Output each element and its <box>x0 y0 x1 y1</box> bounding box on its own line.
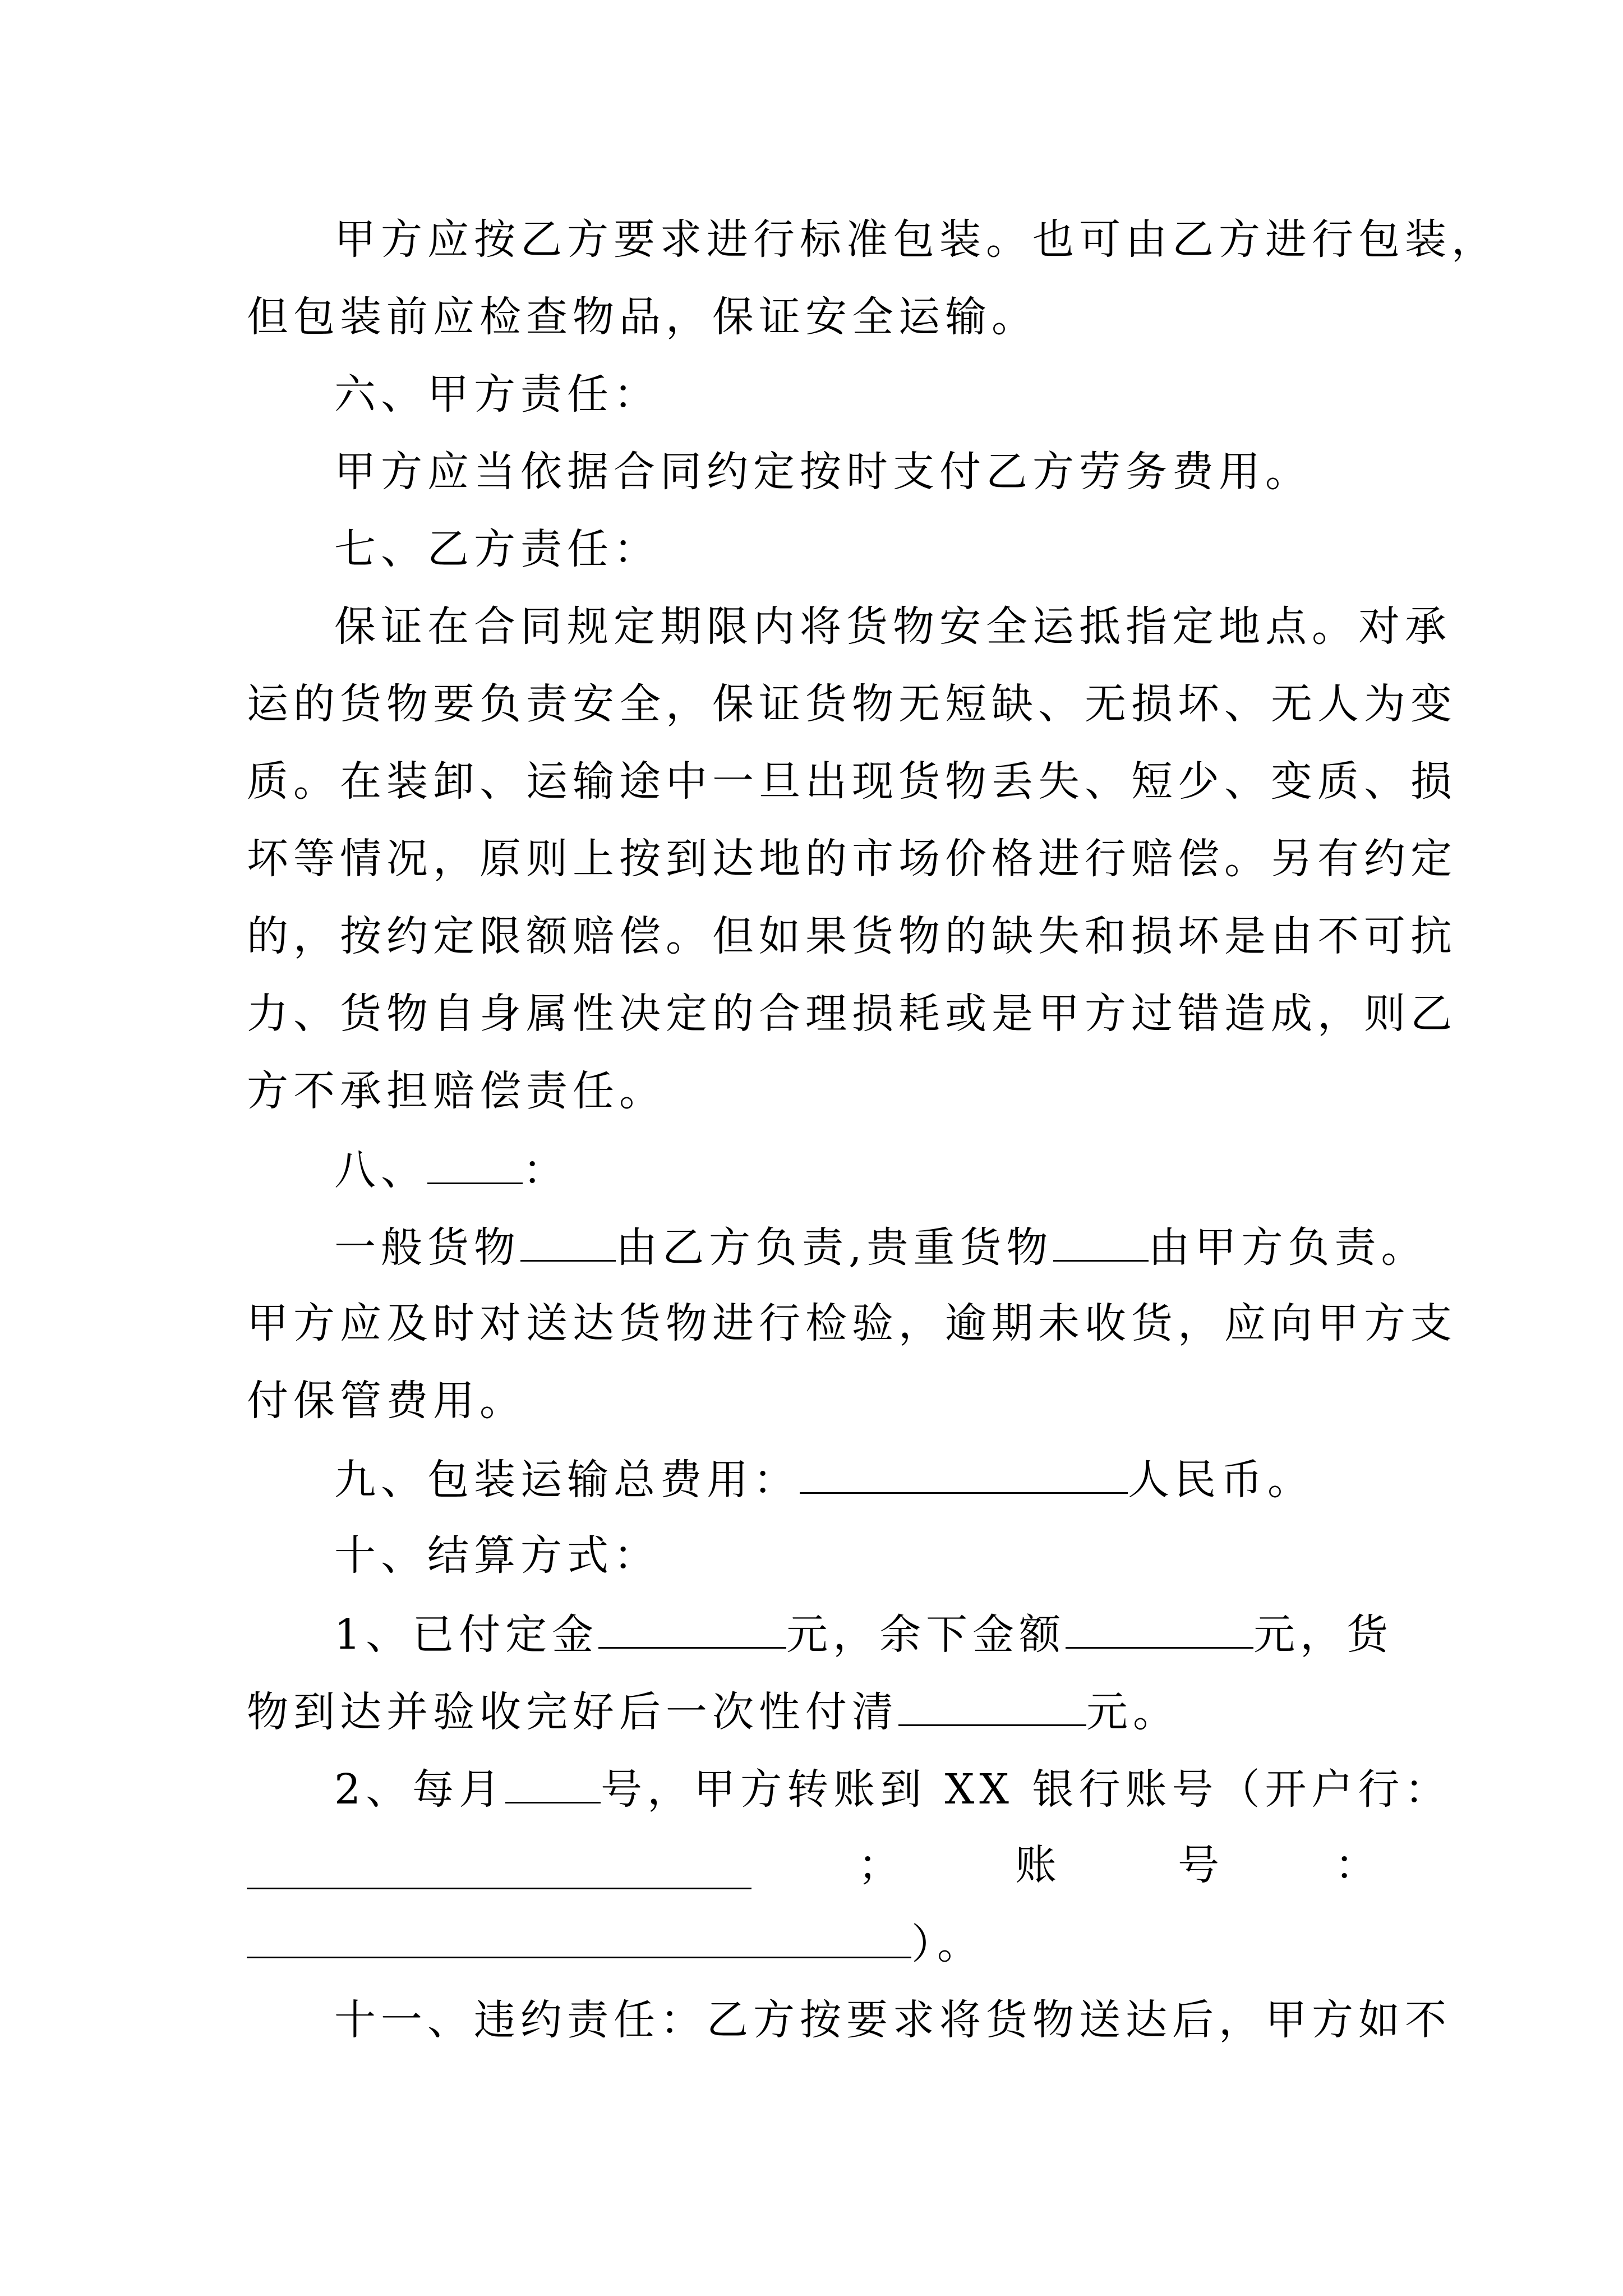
paragraph-section-7-line-4: 坏等情况，原则上按到达地的市场价格进行赔偿。另有约定 <box>247 835 1457 883</box>
paragraph-section-7-line-3: 质。在装卸、运输途中一旦出现货物丢失、短少、变质、损 <box>247 757 1457 806</box>
heading-section-7: 七、乙方责任： <box>334 525 660 573</box>
valuable-goods-blank <box>1053 1215 1149 1262</box>
paragraph-packaging-line-2: 但包装前应检查物品，保证安全运输。 <box>247 293 1038 341</box>
section-8-text-1: 一般货物 <box>334 1223 520 1272</box>
total-fee-blank <box>800 1447 1128 1494</box>
heading-section-9 <box>334 1447 1314 1509</box>
item-2-zhang: 账 <box>1015 1841 1057 1889</box>
paragraph-section-7-line-7: 方不承担赔偿责任。 <box>247 1067 666 1115</box>
section-9-suffix: 人民币。 <box>1128 1456 1314 1504</box>
item-1-text-d: 物到达并验收完好后一次性付清 <box>247 1688 898 1736</box>
settlement-item-2-line-1 <box>334 1757 1451 1819</box>
section-8-text-2: 由乙方负责,贵重货物 <box>616 1223 1053 1272</box>
heading-section-10: 十、结算方式： <box>334 1531 660 1580</box>
settlement-item-1-line-1 <box>334 1602 1393 1664</box>
section-9-prefix: 九、包装运输总费用： <box>334 1456 800 1504</box>
item-1-text-a: 1、已付定金 <box>334 1611 599 1659</box>
section-8-suffix: ： <box>523 1146 569 1194</box>
paragraph-section-6: 甲方应当依据合同约定按时支付乙方劳务费用。 <box>334 448 1312 496</box>
section-8-prefix: 八、 <box>334 1146 427 1194</box>
remaining-amount-blank <box>1066 1602 1253 1649</box>
monthly-day-blank <box>505 1757 601 1803</box>
paragraph-section-7-line-1: 保证在合同规定期限内将货物安全运抵指定地点。对承 <box>334 602 1451 651</box>
section-8-text-3: 由甲方负责。 <box>1148 1223 1428 1272</box>
paragraph-section-7-line-2: 运的货物要负责安全，保证货物无短缺、无损坏、无人为变 <box>247 680 1457 728</box>
heading-section-8 <box>334 1138 569 1199</box>
item-2-hao: 号 <box>1178 1841 1219 1889</box>
paragraph-section-8-line-1 <box>334 1215 1428 1277</box>
item-2-colon: ： <box>1335 1841 1376 1889</box>
item-1-text-b: 元，余下金额 <box>786 1611 1066 1659</box>
settlement-item-1-line-2 <box>247 1680 1179 1741</box>
item-2-text-a: 2、每月 <box>334 1765 506 1814</box>
paragraph-packaging-line-1: 甲方应按乙方要求进行标准包装。也可由乙方进行包装， <box>334 215 1498 264</box>
item-2-end: ）。 <box>911 1920 984 1968</box>
item-1-text-e: 元。 <box>1086 1688 1179 1736</box>
paragraph-section-7-line-5: 的，按约定限额赔偿。但如果货物的缺失和损坏是由不可抗 <box>247 912 1457 960</box>
deposit-amount-blank <box>598 1602 786 1649</box>
settlement-item-2-line-3 <box>247 1912 984 1973</box>
heading-section-11: 十一、违约责任：乙方按要求将货物送达后，甲方如不 <box>334 1996 1451 2044</box>
item-1-text-c: 元，货 <box>1253 1611 1394 1659</box>
item-2-semicolon: ； <box>858 1841 900 1889</box>
paragraph-section-8-line-2: 甲方应及时对送达货物进行检验，逾期未收货，应向甲方支 <box>247 1299 1457 1347</box>
heading-section-6: 六、甲方责任： <box>334 370 660 418</box>
final-payment-blank <box>898 1680 1086 1726</box>
paragraph-section-7-line-6: 力、货物自身属性决定的合理损耗或是甲方过错造成，则乙 <box>247 990 1457 1038</box>
section-8-title-blank <box>427 1138 523 1184</box>
paragraph-section-8-line-3: 付保管费用。 <box>247 1377 526 1425</box>
bank-name-blank <box>247 1846 751 1889</box>
item-2-text-b: 号，甲方转账到 XX 银行账号（开户行： <box>601 1765 1451 1814</box>
general-goods-blank <box>520 1215 616 1262</box>
account-number-blank <box>247 1912 911 1958</box>
